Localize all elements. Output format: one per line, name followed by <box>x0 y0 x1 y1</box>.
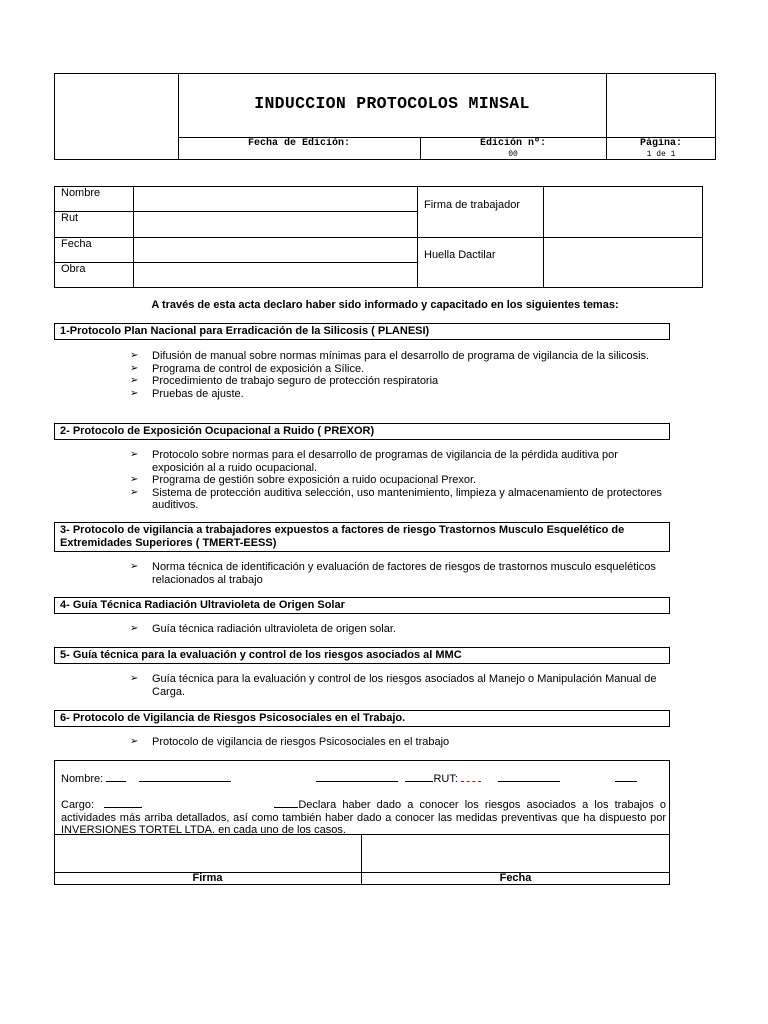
declaration-nombre-field-3[interactable] <box>316 771 398 782</box>
list-item: ➢ Sistema de protección auditiva selección, uso mantenimiento, limpieza y almacenamiento de protectores auditivos. <box>130 486 662 511</box>
header-right-blank <box>607 74 715 136</box>
arrow-bullet-icon: ➢ <box>130 673 139 684</box>
list-item: ➢ Protocolo de vigilancia de riesgos Psicosociales en el trabajo <box>130 736 450 748</box>
declaration-nombre-field[interactable] <box>106 771 126 782</box>
list-item: ➢ Programa de control de exposición a Sílice. <box>130 362 365 375</box>
rut-field[interactable] <box>134 212 416 236</box>
arrow-bullet-icon: ➢ <box>130 561 139 572</box>
arrow-bullet-icon: ➢ <box>130 449 139 460</box>
arrow-bullet-icon: ➢ <box>130 736 139 747</box>
list-item: ➢ Guía técnica para la evaluación y control de los riesgos asociados al Manejo o Manipulación Manual de Carga. <box>130 673 657 698</box>
pagina-label: Página: <box>639 138 682 149</box>
firma-signature-area[interactable] <box>55 835 360 871</box>
logo-area <box>55 74 177 159</box>
edicion-label: Edición nº: <box>479 138 546 149</box>
fecha-label: Fecha <box>61 238 92 250</box>
arrow-bullet-icon: ➢ <box>130 350 139 361</box>
arrow-bullet-icon: ➢ <box>130 623 139 634</box>
fecha-footer-label: Fecha <box>499 872 532 884</box>
declaration-cargo-field-2[interactable] <box>274 797 298 808</box>
section-1-title: 1-Protocolo Plan Nacional para Erradicación de la Silicosis ( PLANESI) <box>54 323 670 340</box>
nombre-label: Nombre <box>61 187 101 199</box>
nombre-field[interactable] <box>134 187 416 210</box>
list-item: ➢ Protocolo sobre normas para el desarrollo de programas de vigilancia de la pérdida auditiva por exposición al a ruido ocupacional. <box>130 449 618 474</box>
section-5-title: 5- Guía técnica para la evaluación y control de los riesgos asociados al MMC <box>54 647 670 664</box>
declaration-nombre-field-2[interactable] <box>139 771 231 782</box>
fecha-signature-area[interactable] <box>362 835 669 871</box>
arrow-bullet-icon: ➢ <box>130 474 139 485</box>
list-item: ➢ Programa de gestión sobre exposición a ruido ocupacional Prexor. <box>130 474 477 486</box>
firma-label: Firma <box>192 872 223 884</box>
section-3-title: 3- Protocolo de vigilancia a trabajadores expuestos a factores de riesgo Trastornos Musculo Esquelético de Extremidades Superiores ( TMERT-EESS) <box>54 522 670 552</box>
arrow-bullet-icon: ➢ <box>130 362 139 374</box>
obra-label: Obra <box>61 263 86 275</box>
firma-trabajador-field[interactable] <box>544 187 702 236</box>
declaration-cargo-label: Cargo: <box>61 799 95 811</box>
arrow-bullet-icon: ➢ <box>130 387 139 399</box>
rut-label: Rut <box>61 212 79 224</box>
section-2-list <box>130 449 670 512</box>
arrow-bullet-icon: ➢ <box>130 375 139 386</box>
section-1-list <box>130 350 670 400</box>
list-item: ➢ Norma técnica de identificación y evaluación de factores de riesgos de trastornos musculo esqueléticos relacionados al trabajo <box>130 561 656 586</box>
section-5-list <box>130 673 670 698</box>
fecha-edicion-label: Fecha de Edición: <box>247 138 351 149</box>
arrow-bullet-icon: ➢ <box>130 486 139 498</box>
firma-trabajador-label: Firma de trabajador <box>424 199 520 211</box>
declaration-nombre-field-4[interactable] <box>405 771 433 782</box>
declaration-text: Declara haber dado a conocer los riesgos asociados a los trabajos o actividades más arriba detallados, así como también haber dado a conocer las medidas preventivas que ha dispuesto por INVERSIONES TORTEL LTDA. en cada uno de los casos. <box>61 799 666 836</box>
declaration-cargo-field[interactable] <box>104 797 142 808</box>
intro-text: A través de esta acta declaro haber sido informado y capacitado en los siguientes temas: <box>151 299 619 311</box>
list-item: ➢ Pruebas de ajuste. <box>130 387 244 400</box>
declaration-rut-field[interactable] <box>461 771 481 782</box>
declaration-rut-label: RUT: <box>433 773 458 785</box>
section-6-list <box>130 736 670 749</box>
huella-field[interactable] <box>544 238 702 287</box>
declaration-nombre-label: Nombre: <box>61 773 104 785</box>
list-item: ➢ Guía técnica radiación ultravioleta de origen solar. <box>130 623 396 635</box>
obra-field[interactable] <box>134 263 416 287</box>
section-6-title: 6- Protocolo de Vigilancia de Riesgos Psicosociales en el Trabajo. <box>54 710 670 727</box>
edicion-value: 00 <box>508 150 518 159</box>
pagina-value: 1 de 1 <box>646 150 676 159</box>
section-3-list <box>130 561 670 586</box>
huella-label: Huella Dactilar <box>424 249 496 261</box>
declaration-cargo-row <box>61 797 666 837</box>
declaration-nombre-row <box>61 771 666 785</box>
list-item: ➢ Procedimiento de trabajo seguro de protección respiratoria <box>130 375 439 387</box>
list-item: ➢ Difusión de manual sobre normas mínimas para el desarrollo de programa de vigilancia de la silicosis. <box>130 350 650 362</box>
section-2-title: 2- Protocolo de Exposición Ocupacional a Ruido ( PREXOR) <box>54 423 670 440</box>
section-4-title: 4- Guía Técnica Radiación Ultravioleta de Origen Solar <box>54 597 670 614</box>
page-title: INDUCCION PROTOCOLOS MINSAL <box>254 94 530 113</box>
fecha-field[interactable] <box>134 238 416 261</box>
declaration-rut-field-3[interactable] <box>615 771 637 782</box>
declaration-rut-field-2[interactable] <box>498 771 560 782</box>
section-4-list <box>130 623 670 636</box>
